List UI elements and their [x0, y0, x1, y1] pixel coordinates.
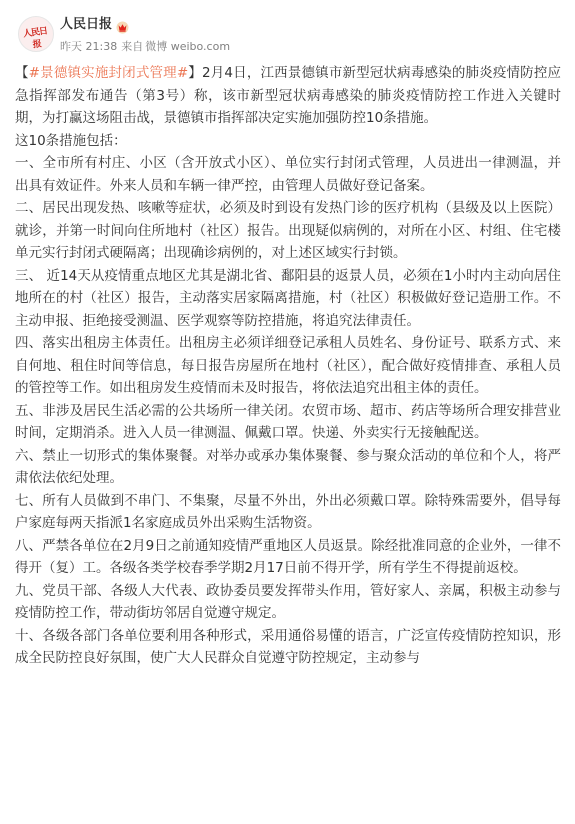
post-meta [60, 38, 234, 54]
measure-item: 五、非涉及居民生活必需的公共场所一律关闭。农贸市场、超市、药店等场所合理安排营业时间，定期消杀。进入人员一律测温、佩戴口罩。快递、外卖实行无接触配送。 [15, 402, 561, 441]
vip-crown-icon[interactable] [116, 19, 129, 32]
measures-heading: 这10条措施包括： [15, 132, 127, 149]
measure-item: 二、居民出现发热、咳嗽等症状，必须及时到设有发热门诊的医疗机构（县级及以上医院）就诊，并第一时间向住所地村（社区）报告。出现疑似病例的，对所在小区、村组、住宅楼单元实行封闭式硬隔离；出现确诊病例的，对上述区域实行封锁。 [15, 200, 561, 261]
measure-item: 十、各级各部门各单位要利用各种形式，采用通俗易懂的语言，广泛宣传疫情防控知识，形成全民防控良好氛围，使广大人民群众自觉遵守防控规定，主动参与 [15, 627, 561, 666]
bracket-close: 】 [188, 65, 202, 81]
measure-item: 八、严禁各单位在2月9日之前通知疫情严重地区人员返景。除经批准同意的企业外，一律不得开（复）工。各级各类学校春季学期2月17日前不得开学，所有学生不得提前返校。 [15, 537, 561, 576]
post-intro [15, 62, 561, 130]
measure-item: 六、禁止一切形式的集体聚餐。对举办或承办集体聚餐、参与聚众活动的单位和个人，将严肃依法依纪处理。 [15, 447, 561, 486]
measure-item: 七、所有人员做到不串门、不集聚，尽量不外出，外出必须戴口罩。除特殊需要外，倡导每户家庭每两天指派1名家庭成员外出采购生活物资。 [15, 492, 561, 531]
intro-text: 2月4日，江西景德镇市新型冠状病毒感染的肺炎疫情防控应急指挥部发布通告（第3号）称，该市新型冠状病毒感染的肺炎疫情防控工作进入关键时期，为打赢这场阻击战，景德镇市指挥部决定实施加强防控10条措施。 [15, 65, 562, 126]
avatar[interactable] [18, 16, 54, 52]
author-name[interactable]: 人民日报 [60, 17, 113, 32]
post-header [0, 0, 575, 62]
source-prefix: 来自 [121, 40, 144, 53]
measure-item: 九、党员干部、各级人大代表、政协委员要发挥带头作用，管好家人、亲属，积极主动参与疫情防控工作，带动街坊邻居自觉遵守规定。 [15, 582, 561, 621]
post-body [15, 62, 561, 670]
hashtag-link[interactable]: #景德镇实施封闭式管理# [28, 65, 189, 81]
measure-item: 四、落实出租房主体责任。出租房主必须详细登记承租人员姓名、身份证号、联系方式、来自何地、租住时间等信息，每日报告房屋所在地村（社区），配合做好疫情排查、承租人员的管控等工作。如出租房发生疫情而未及时报告，将依法追究出租主体的责任。 [15, 335, 561, 396]
post-source[interactable]: 微博 weibo.com [145, 40, 231, 53]
author-row [60, 15, 129, 35]
avatar-logo: 人民日报 [22, 26, 48, 51]
post-time[interactable]: 昨天 21:38 [60, 40, 118, 53]
measure-item: 一、全市所有村庄、小区（含开放式小区）、单位实行封闭式管理，人员进出一律测温，并出具有效证件。外来人员和车辆一律严控，由管理人员做好登记备案。 [15, 155, 561, 194]
measure-item: 三、 近14天从疫情重点地区尤其是湖北省、鄱阳县的返景人员，必须在1小时内主动向居住地所在的村（社区）报告，主动落实居家隔离措施，村（社区）积极做好登记造册工作。不主动申报、拒绝接受测温、医学观察等防控措施，将追究法律责任。 [15, 267, 561, 329]
bracket-open: 【 [15, 65, 29, 81]
